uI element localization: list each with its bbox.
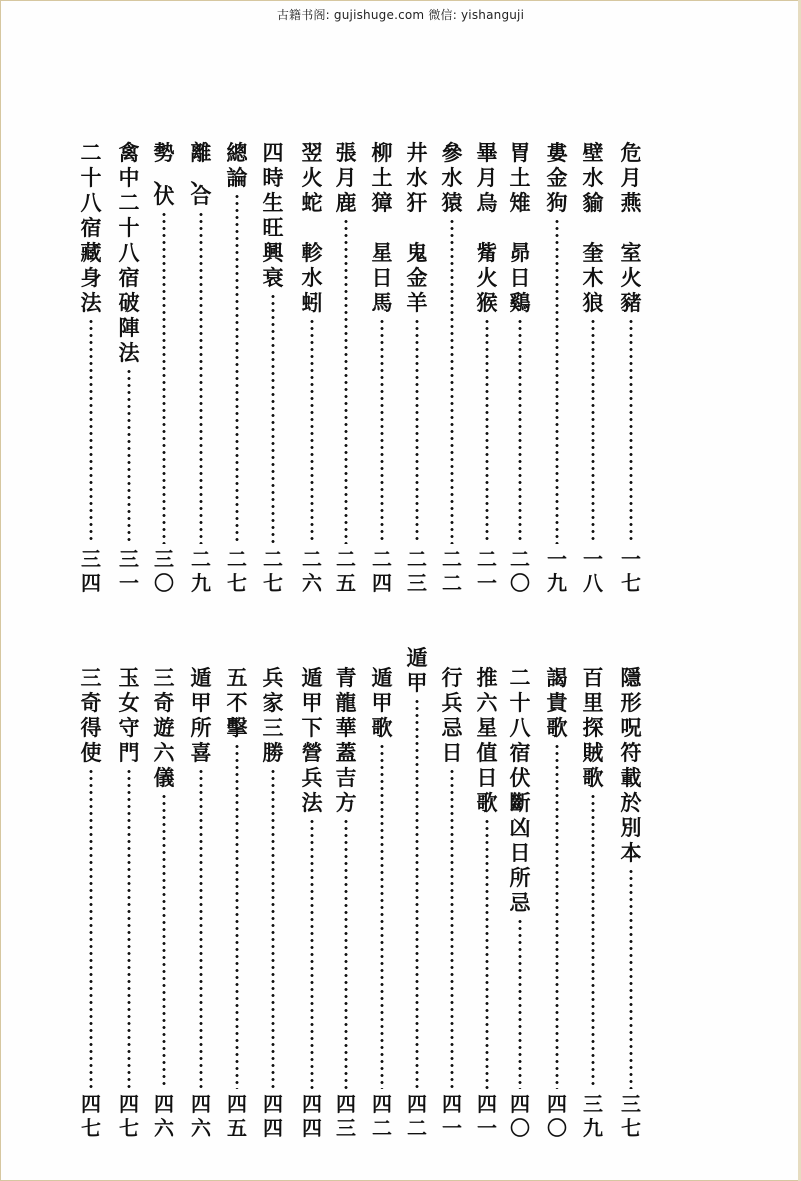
leader-dots — [555, 218, 559, 544]
toc-entry — [331, 140, 361, 595]
toc-page-number: 三 〇 — [154, 547, 174, 595]
toc-page-number: 四 六 — [191, 1092, 211, 1140]
toc-entry — [258, 140, 288, 595]
toc-entry — [505, 140, 535, 595]
toc-entry-title: 遁 甲 所 喜 — [190, 665, 212, 765]
toc-entry — [402, 645, 432, 1140]
toc-entry-title: 推 六 星 值 日 歌 — [476, 665, 498, 815]
toc-entry-title: 婁 金 狗 — [546, 140, 568, 215]
toc-entry — [76, 665, 106, 1140]
leader-dots — [629, 868, 633, 1089]
toc-entry — [149, 665, 179, 1140]
toc-page-number: 四 〇 — [547, 1092, 567, 1140]
leader-dots — [485, 318, 489, 544]
leader-dots — [310, 318, 314, 544]
toc-entry-title: 參 水 猿 — [441, 140, 463, 215]
toc-entry — [222, 140, 252, 595]
toc-entry — [402, 140, 432, 595]
toc-entry-title: 危 月 燕 室 火 豬 — [620, 140, 642, 315]
toc-page-number: 四 〇 — [510, 1092, 530, 1140]
toc-page-number: 四 二 — [407, 1092, 427, 1140]
toc-entry-title: 遁 甲 — [406, 645, 428, 695]
toc-entry — [222, 665, 252, 1140]
leader-dots — [127, 768, 131, 1089]
toc-entry — [297, 140, 327, 595]
toc-entry-title: 三 奇 得 使 — [80, 665, 102, 765]
toc-entry-title: 四 時 生 旺 興 衰 — [262, 140, 284, 290]
toc-entry-title: 張 月 鹿 — [335, 140, 357, 215]
toc-entry — [616, 140, 646, 595]
leader-dots — [344, 818, 348, 1089]
toc-entry — [149, 140, 179, 595]
toc-entry — [437, 665, 467, 1140]
toc-page-number: 四 七 — [81, 1092, 101, 1140]
toc-entry — [542, 665, 572, 1140]
toc-entry-title: 柳 土 獐 星 日 馬 — [371, 140, 393, 315]
toc-entry — [114, 665, 144, 1140]
toc-page-number: 四 四 — [263, 1092, 283, 1140]
toc-page-number: 四 五 — [227, 1092, 247, 1140]
toc-entry-title: 五 不 擊 — [226, 665, 248, 740]
toc-page-number: 四 一 — [477, 1092, 497, 1140]
toc-page-number: 四 三 — [336, 1092, 356, 1140]
toc-page-number: 一 九 — [547, 547, 567, 595]
toc-entry-title: 畢 月 烏 觜 火 猴 — [476, 140, 498, 315]
toc-entry — [258, 665, 288, 1140]
toc-entry-title: 青 龍 華 蓋 吉 方 — [335, 665, 357, 815]
toc-entry — [114, 140, 144, 595]
leader-dots — [199, 211, 203, 544]
leader-dots — [415, 698, 419, 1089]
leader-dots — [518, 318, 522, 544]
leader-dots — [518, 918, 522, 1089]
toc-entry-title: 遁 甲 下 營 兵 法 — [301, 665, 323, 815]
toc-page-number: 四 七 — [119, 1092, 139, 1140]
toc-entry-title: 遁 甲 歌 — [371, 665, 393, 740]
toc-entry-title: 二 十 八 宿 伏 斷 凶 日 所 忌 — [509, 665, 531, 915]
toc-entry-title: 井 水 犴 鬼 金 羊 — [406, 140, 428, 315]
toc-entry-title: 總 論 — [226, 140, 248, 190]
watermark: 古籍书阁: gujishuge.com 微信: yishanguji — [276, 8, 525, 22]
toc-entry — [542, 140, 572, 595]
leader-dots — [450, 768, 454, 1089]
toc-page-number: 一 七 — [621, 547, 641, 595]
toc-entry-title: 壁 水 貐 奎 木 狼 — [582, 140, 604, 315]
toc-page-number: 四 六 — [154, 1092, 174, 1140]
toc-entry — [367, 140, 397, 595]
toc-page-number: 四 一 — [442, 1092, 462, 1140]
leader-dots — [235, 193, 239, 544]
leader-dots — [162, 211, 166, 544]
toc-entry — [578, 140, 608, 595]
toc-entry — [297, 665, 327, 1140]
toc-entry-title: 禽 中 二 十 八 宿 破 陣 法 — [118, 140, 140, 365]
toc-entry — [437, 140, 467, 595]
toc-entry-title: 兵 家 三 勝 — [262, 665, 284, 765]
toc-entry — [578, 665, 608, 1140]
leader-dots — [271, 293, 275, 544]
toc-entry-title: 謁 貴 歌 — [546, 665, 568, 740]
leader-dots — [555, 743, 559, 1089]
leader-dots — [235, 743, 239, 1089]
toc-entry — [616, 665, 646, 1140]
toc-entry — [76, 140, 106, 595]
toc-page-number: 二 六 — [302, 547, 322, 595]
toc-page-number: 三 一 — [119, 547, 139, 595]
leader-dots — [485, 818, 489, 1089]
leader-dots — [629, 318, 633, 544]
toc-page-number: 四 二 — [372, 1092, 392, 1140]
toc-page-number: 二 五 — [336, 547, 356, 595]
toc-entry — [472, 665, 502, 1140]
toc-page-number: 二 二 — [442, 547, 462, 595]
toc-entry-title: 玉 女 守 門 — [118, 665, 140, 765]
toc-entry-title: 二 十 八 宿 藏 身 法 — [80, 140, 102, 315]
toc-entry — [186, 665, 216, 1140]
toc-page-number: 二 七 — [227, 547, 247, 595]
toc-entry-title: 三 奇 遊 六 儀 — [153, 665, 175, 790]
leader-dots — [127, 368, 131, 544]
toc-entry — [331, 665, 361, 1140]
leader-dots — [89, 768, 93, 1089]
toc-page-number: 三 七 — [621, 1092, 641, 1140]
leader-dots — [310, 818, 314, 1089]
leader-dots — [199, 768, 203, 1089]
toc-entry-title: 勢 、 伏 — [153, 140, 175, 208]
leader-dots — [380, 318, 384, 544]
toc-entry — [186, 140, 216, 595]
toc-page-number: 二 四 — [372, 547, 392, 595]
leader-dots — [162, 793, 166, 1089]
toc-entry-title: 離 、 合 — [190, 140, 212, 208]
leader-dots — [450, 218, 454, 544]
leader-dots — [344, 218, 348, 544]
toc-entry-title: 胃 土 雉 昴 日 鷄 — [509, 140, 531, 315]
leader-dots — [415, 318, 419, 544]
toc-page-number: 二 九 — [191, 547, 211, 595]
toc-entry-title: 行 兵 忌 日 — [441, 665, 463, 765]
leader-dots — [591, 318, 595, 544]
toc-entry — [367, 665, 397, 1140]
toc-entry-title: 翌 火 蛇 軫 水 蚓 — [301, 140, 323, 315]
toc-page-number: 三 四 — [81, 547, 101, 595]
toc-page-number: 三 九 — [583, 1092, 603, 1140]
toc-page-number: 二 一 — [477, 547, 497, 595]
leader-dots — [380, 743, 384, 1089]
leader-dots — [271, 768, 275, 1089]
toc-entry-title: 百 里 探 賊 歌 — [582, 665, 604, 790]
toc-page-number: 一 八 — [583, 547, 603, 595]
toc-entry-title: 隱 形 呪 符 載 於 別 本 — [620, 665, 642, 865]
leader-dots — [89, 318, 93, 544]
toc-page-number: 二 〇 — [510, 547, 530, 595]
toc-page-number: 二 三 — [407, 547, 427, 595]
toc-entry — [505, 665, 535, 1140]
toc-entry — [472, 140, 502, 595]
toc-page-number: 四 四 — [302, 1092, 322, 1140]
toc-page-number: 二 七 — [263, 547, 283, 595]
leader-dots — [591, 793, 595, 1089]
